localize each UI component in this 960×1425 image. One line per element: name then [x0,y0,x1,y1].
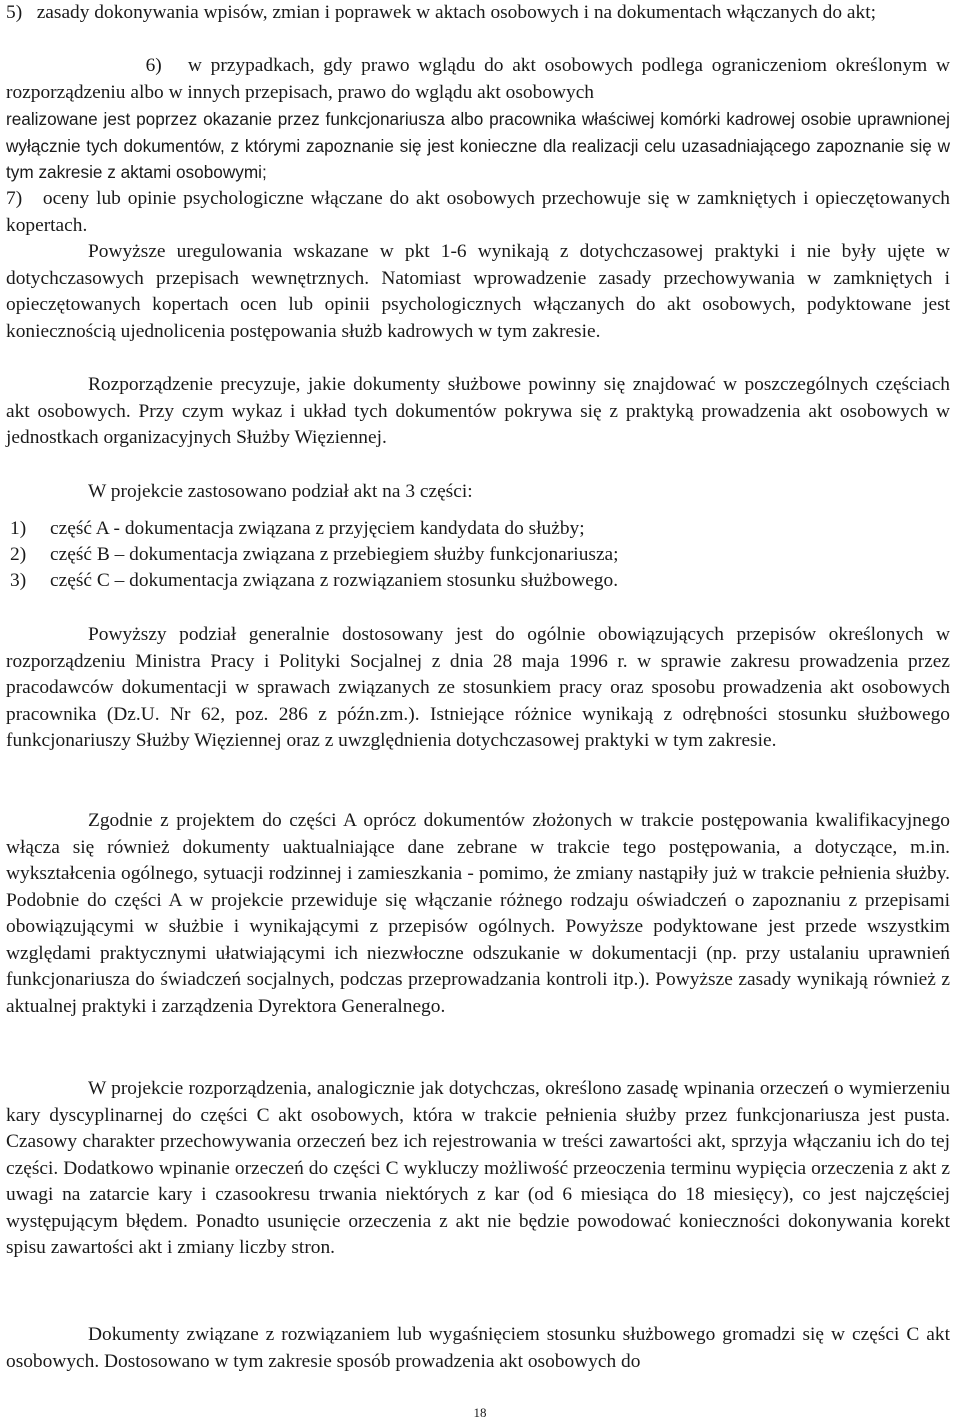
paragraph-part-c-termination: Dokumenty związane z rozwiązaniem lub wygaśnięciem stosunku służbowego gromadzi się w części C akt osobowych. Dostosowano w tym zakresie sposób prowadzenia akt osobowych do [6,1324,950,1372]
paragraph-item-6: 6) w przypadkach, gdy prawo wglądu do akt osobowych podlega ograniczeniom określonym w rozporządzeniu albo w innych przepisach, prawo do wglądu akt osobowych [6,55,950,103]
paragraph-regulation-scope: Rozporządzenie precyzuje, jakie dokumenty służbowe powinny się znajdować w poszczególnych częściach akt osobowych. Przy czym wykaz i układ tych dokumentów pokrywa się z praktyką prowadzenia akt osobowych w jednostkach organizacyjnych Służby Więziennej. [6,374,950,448]
list-item-number: 2) [10,544,27,565]
list-item-text: część A - dokumentacja związana z przyjęciem kandydata do służby; [50,518,585,539]
list-item-number: 3) [10,570,27,591]
list-item [10,568,910,594]
paragraph-item-6-continued: realizowane jest poprzez okazanie przez funkcjonariusza albo pracownika właściwej komórki kadrowej osobie uprawnionej wyłącznie tych dokumentów, z którymi zapoznanie się jest konieczne dla realizacji celu uzasadniającego zapoznanie się w tym zakresie z aktami osobowymi; [6,109,950,182]
paragraph-division-basis: Powyższy podział generalnie dostosowany jest do ogólnie obowiązujących przepisów określonych w rozporządzeniu Ministra Pracy i Polityki Socjalnej z dnia 28 maja 1996 r. w sprawie zakresu prowadzenia przez pracodawców dokumentacji w sprawach związanych ze stosunkiem pracy oraz sposobu prowadzenia akt osobowych pracownika (Dz.U. Nr 62, poz. 286 z późn.zm.). Istniejące różnice wynikają z odrębności stosunku służbowego funkcjonariuszy Służby Więziennej oraz z uwzględnienia dotychczasowej praktyki w tym zakresie. [6,624,950,751]
paragraph-summary-points: Powyższe uregulowania wskazane w pkt 1-6 wynikają z dotychczasowej praktyki i nie były ujęte w dotychczasowych przepisach wewnętrznych. Natomiast wprowadzenie zasady przechowywania w zamkniętych i opieczętowanych kopertach ocen lub opinii psychologicznych włączanych do akt osobowych, podyktowane jest koniecznością ujednolicenia postępowania służb kadrowych w tym zakresie. [6,241,950,342]
paragraph-item-7: 7) oceny lub opinie psychologiczne włączane do akt osobowych przechowuje się w zamkniętych i opieczętowanych kopertach. [6,188,950,236]
paragraph-division-intro: W projekcie zastosowano podział akt na 3 części: [88,481,473,502]
list-item-text: część C – dokumentacja związana z rozwiązaniem stosunku służbowego. [50,570,619,591]
paragraph-part-c-orders: W projekcie rozporządzenia, analogicznie jak dotychczas, określono zasadę wpinania orzeczeń o wymierzeniu kary dyscyplinarnej do części C akt osobowych, która w trakcie pełnienia służby przez funkcjonariusza jest pusta. Czasowy charakter przechowywania orzeczeń bez ich rejestrowania w treści zawartości akt, sprzyja włączaniu ich do tej części. Dodatkowo wpinanie orzeczeń do części C wykluczy możliwość przeoczenia terminu wypięcia orzeczenia z akt z uwagi na zatarcie kary i czasookresu trwania niektórych z kar (od 6 miesiąca do 18 miesięcy), co jest najczęściej występującym błędem. Ponadto usunięcie orzeczenia z akt nie będzie powodować konieczności dokonywania korekt spisu zawartości akt i zmiany liczby stron. [6,1078,950,1258]
list-item-number: 1) [10,518,27,539]
list-item [10,516,910,542]
page-number: 18 [473,1405,487,1420]
paragraph-part-a: Zgodnie z projektem do części A oprócz dokumentów złożonych w trakcie postępowania kwalifikacyjnego włącza się również dokumenty uaktualniające dane zebrane w trakcie tego postępowania, a dotyczące, m.in. wykształcenia ogólnego, sytuacji rodzinnej i zamieszkania - pomimo, że zmiany nastąpiły już w trakcie pełnienia służby. Podobnie do części A w projekcie przewiduje się włączanie różnego rodzaju oświadczeń o zapoznaniu z przepisami obowiązującymi w służbie i wynikającymi z przepisów ogólnych. Powyższe podyktowane jest przede wszystkim względami praktycznymi ułatwiającymi ich niezwłoczne odszukanie w dokumentacji (np. przy ustalaniu uprawnień funkcjonariusza do świadczeń socjalnych, podczas przeprowadzania kontroli itp.). Powyższe zasady wynikają również z aktualnej praktyki i zarządzenia Dyrektora Generalnego. [6,810,950,1017]
list-item [10,542,910,568]
paragraph-item-5: 5) zasady dokonywania wpisów, zmian i poprawek w aktach osobowych i na dokumentach włączanych do akt; [6,2,876,23]
list-item-text: część B – dokumentacja związana z przebiegiem służby funkcjonariusza; [50,544,619,565]
